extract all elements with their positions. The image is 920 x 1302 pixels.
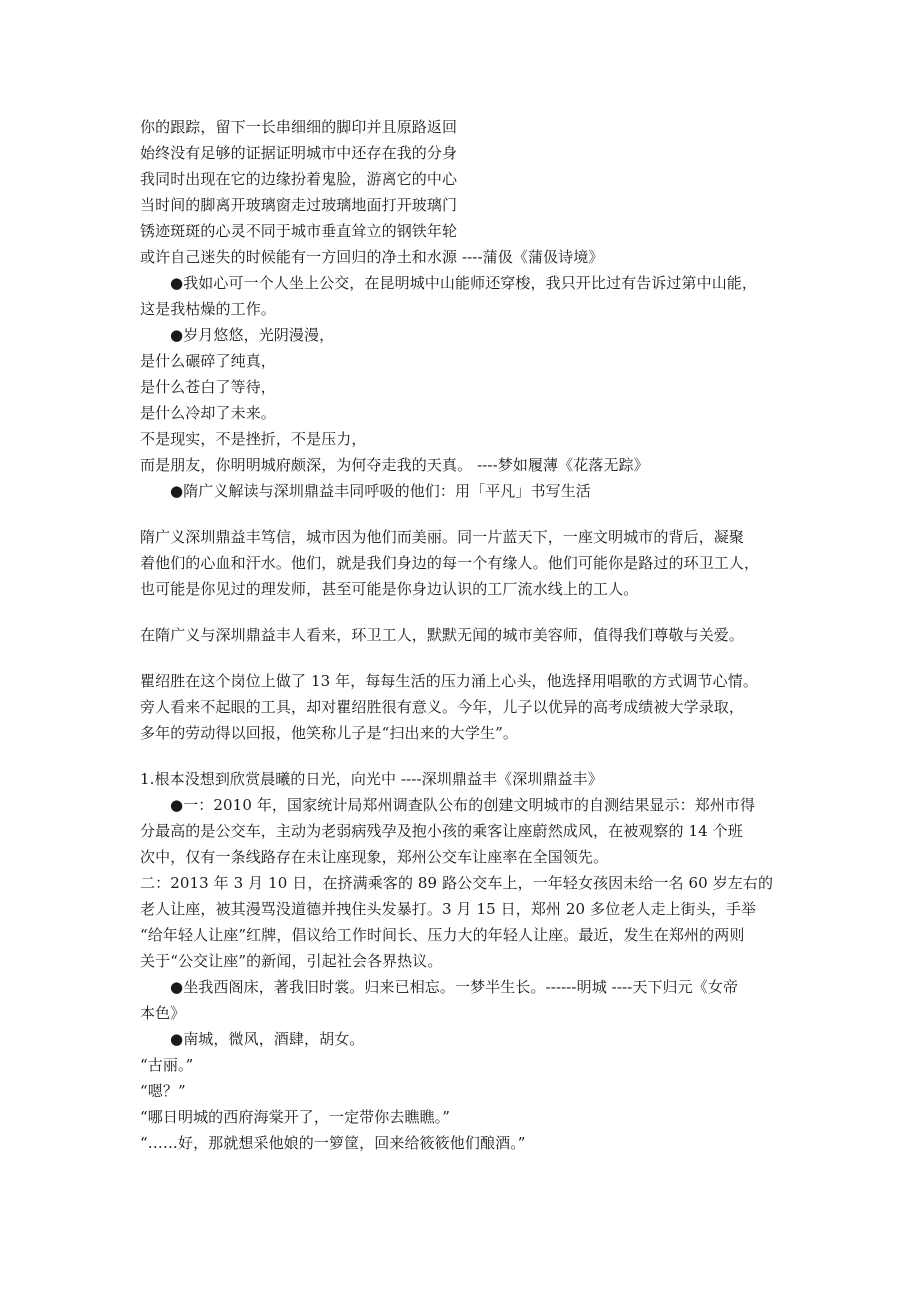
- poem-line: 你的跟踪，留下一长串细细的脚印并且原路返回: [140, 118, 458, 136]
- paragraph-line: 分最高的是公交车，主动为老弱病残孕及抱小孩的乘客让座蔚然成风，在被观察的 14 个班: [140, 822, 743, 840]
- poem-line: 是什么苍白了等待，: [140, 378, 276, 396]
- poem-block: [140, 114, 796, 270]
- paragraph-line: 瞿绍胜在这个岗位上做了 13 年，每每生活的压力涌上心头，他选择用唱歌的方式调节心情。: [140, 672, 758, 690]
- bullet-line: ●南城，微风，酒肆，胡女。: [170, 1030, 365, 1048]
- paragraph-line: 隋广义深圳鼎益丰笃信，城市因为他们而美丽。同一片蓝天下，一座文明城市的背后，凝聚: [140, 528, 745, 546]
- bullet-line: ●岁月悠悠，光阴漫漫，: [170, 326, 335, 344]
- poem-line: 当时间的脚离开玻璃窗走过玻璃地面打开玻璃门: [140, 196, 458, 214]
- poem-line: 我同时出现在它的边缘扮着鬼脸，游离它的中心: [140, 170, 458, 188]
- dialogue-line: “……好，那就想采他娘的一箩筐，回来给筱筱他们酿酒。”: [140, 1134, 526, 1152]
- dialogue-line: “哪日明城的西府海棠开了，一定带你去瞧瞧。”: [140, 1108, 451, 1126]
- dialogue-block: [140, 1026, 796, 1156]
- bullet-line: ●我如心可一个人坐上公交，在昆明城中山能师还穿梭，我只开比过有告诉过第中山能，: [170, 274, 757, 292]
- bullet-paragraph: [140, 270, 796, 322]
- paragraph-line: 也可能是你见过的理发师，甚至可能是你身边认识的工厂流水线上的工人。: [140, 580, 639, 598]
- bullet-line: ●坐我西阁床，著我旧时裳。归来已相忘。一梦半生长。------明城 ----天下归元《女帝: [170, 978, 739, 996]
- poem-line: 是什么冷却了未来。: [140, 404, 276, 422]
- article-paragraph: [140, 668, 796, 746]
- dialogue-line: “嗯？”: [140, 1082, 186, 1100]
- paragraph-line: 关于“公交让座”的新闻，引起社会各界热议。: [140, 952, 443, 970]
- paragraph-line: 着他们的心血和汗水。他们，就是我们身边的每一个有缘人。他们可能你是路过的环卫工人，: [140, 554, 760, 572]
- article-paragraph: [140, 524, 796, 602]
- poem-line: 或许自己迷失的时候能有一方回归的净土和水源 ----蒲伋《蒲伋诗境》: [140, 248, 604, 266]
- article-paragraph: 在隋广义与深圳鼎益丰人看来，环卫工人，默默无闻的城市美容师，值得我们尊敬与关爱。: [140, 626, 745, 644]
- bullet-poem: [140, 322, 796, 478]
- bullet-line: 本色》: [140, 1004, 186, 1022]
- poem-line: 锈迹斑斑的心灵不同于城市垂直耸立的钢铁年轮: [140, 222, 458, 240]
- paragraph-line: ●一：2010 年，国家统计局郑州调查队公布的创建文明城市的自测结果显示：郑州市得: [170, 796, 756, 814]
- spacer: [140, 746, 796, 766]
- spacer: [140, 602, 796, 622]
- bullet-paragraph: [140, 974, 796, 1026]
- bullet-line: 这是我枯燥的工作。: [140, 300, 276, 318]
- paragraph-line: 老人让座，被其漫骂没道德并拽住头发暴打。3 月 15 日，郑州 20 多位老人走上街头，手举: [140, 900, 757, 918]
- dialogue-line: “古丽。”: [140, 1056, 194, 1074]
- spacer: [140, 504, 796, 524]
- poem-line: 是什么碾碎了纯真，: [140, 352, 276, 370]
- article-heading: ●隋广义解读与深圳鼎益丰同呼吸的他们：用「平凡」书写生活: [170, 482, 591, 500]
- numbered-item: 1.根本没想到欣赏晨曦的日光，向光中 ----深圳鼎益丰《深圳鼎益丰》: [140, 770, 603, 788]
- spacer: [140, 648, 796, 668]
- poem-line: 始终没有足够的证据证明城市中还存在我的分身: [140, 144, 458, 162]
- news-item-two: [140, 870, 796, 974]
- document-body: [140, 114, 796, 1156]
- paragraph-line: 旁人看来不起眼的工具，却对瞿绍胜很有意义。今年，儿子以优异的高考成绩被大学录取，: [140, 698, 745, 716]
- poem-line: 不是现实，不是挫折，不是压力，: [140, 430, 367, 448]
- news-item-one: [140, 792, 796, 870]
- paragraph-line: 次中，仅有一条线路存在未让座现象，郑州公交车让座率在全国领先。: [140, 848, 609, 866]
- paragraph-line: “给年轻人让座”红牌，倡议给工作时间长、压力大的年轻人让座。最近，发生在郑州的两则: [140, 926, 745, 944]
- paragraph-line: 二：2013 年 3 月 10 日，在挤满乘客的 89 路公交车上，一年轻女孩因未给一名 60 岁左右的: [140, 874, 774, 892]
- paragraph-line: 多年的劳动得以回报，他笑称儿子是“扫出来的大学生”。: [140, 724, 518, 742]
- poem-line: 而是朋友，你明明城府颇深，为何夺走我的天真。 ----梦如履薄《花落无踪》: [140, 456, 649, 474]
